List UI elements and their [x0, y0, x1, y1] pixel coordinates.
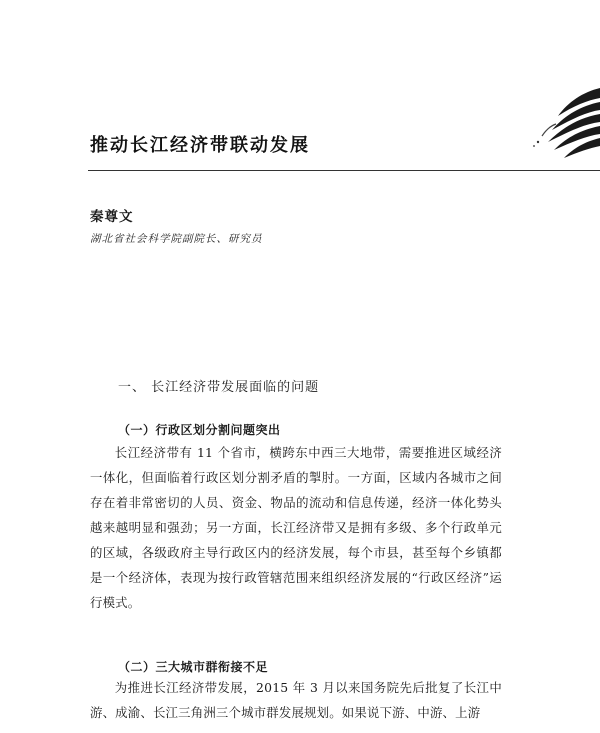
section-heading: 一、 长江经济带发展面临的问题 [118, 380, 320, 395]
subsection-heading-1: （一）行政区划分割问题突出 [118, 423, 281, 437]
waves-logo-icon [528, 80, 600, 170]
title-divider [88, 170, 600, 171]
paragraph-2: 为推进长江经济带发展，2015 年 3 月以来国务院先后批复了长江中游、成渝、长江三角洲三个城市群发展规划。如果说下游、中游、上游 [90, 680, 502, 720]
author-affiliation: 湖北省社会科学院副院长、研究员 [90, 233, 263, 245]
author-name: 秦尊文 [90, 209, 134, 225]
article-title: 推动长江经济带联动发展 [90, 135, 310, 156]
subsection-heading-2: （二）三大城市群衔接不足 [118, 660, 269, 674]
paragraph-1: 长江经济带有 11 个省市，横跨东中西三大地带，需要推进区域经济一体化，但面临着行政区划分割矛盾的掣肘。一方面，区域内各城市之间存在着非常密切的人员、资金、物品的流动和信息传递，经济一体化势头越来越明显和强劲；另一方面，长江经济带又是拥有多级、多个行政单元的区域，各级政府主导行政区内的经济发展，每个市县，甚至每个乡镇都是一个经济体，表现为按行政管辖范围来组织经济发展的“行政区经济”运行模式。 [90, 445, 502, 610]
